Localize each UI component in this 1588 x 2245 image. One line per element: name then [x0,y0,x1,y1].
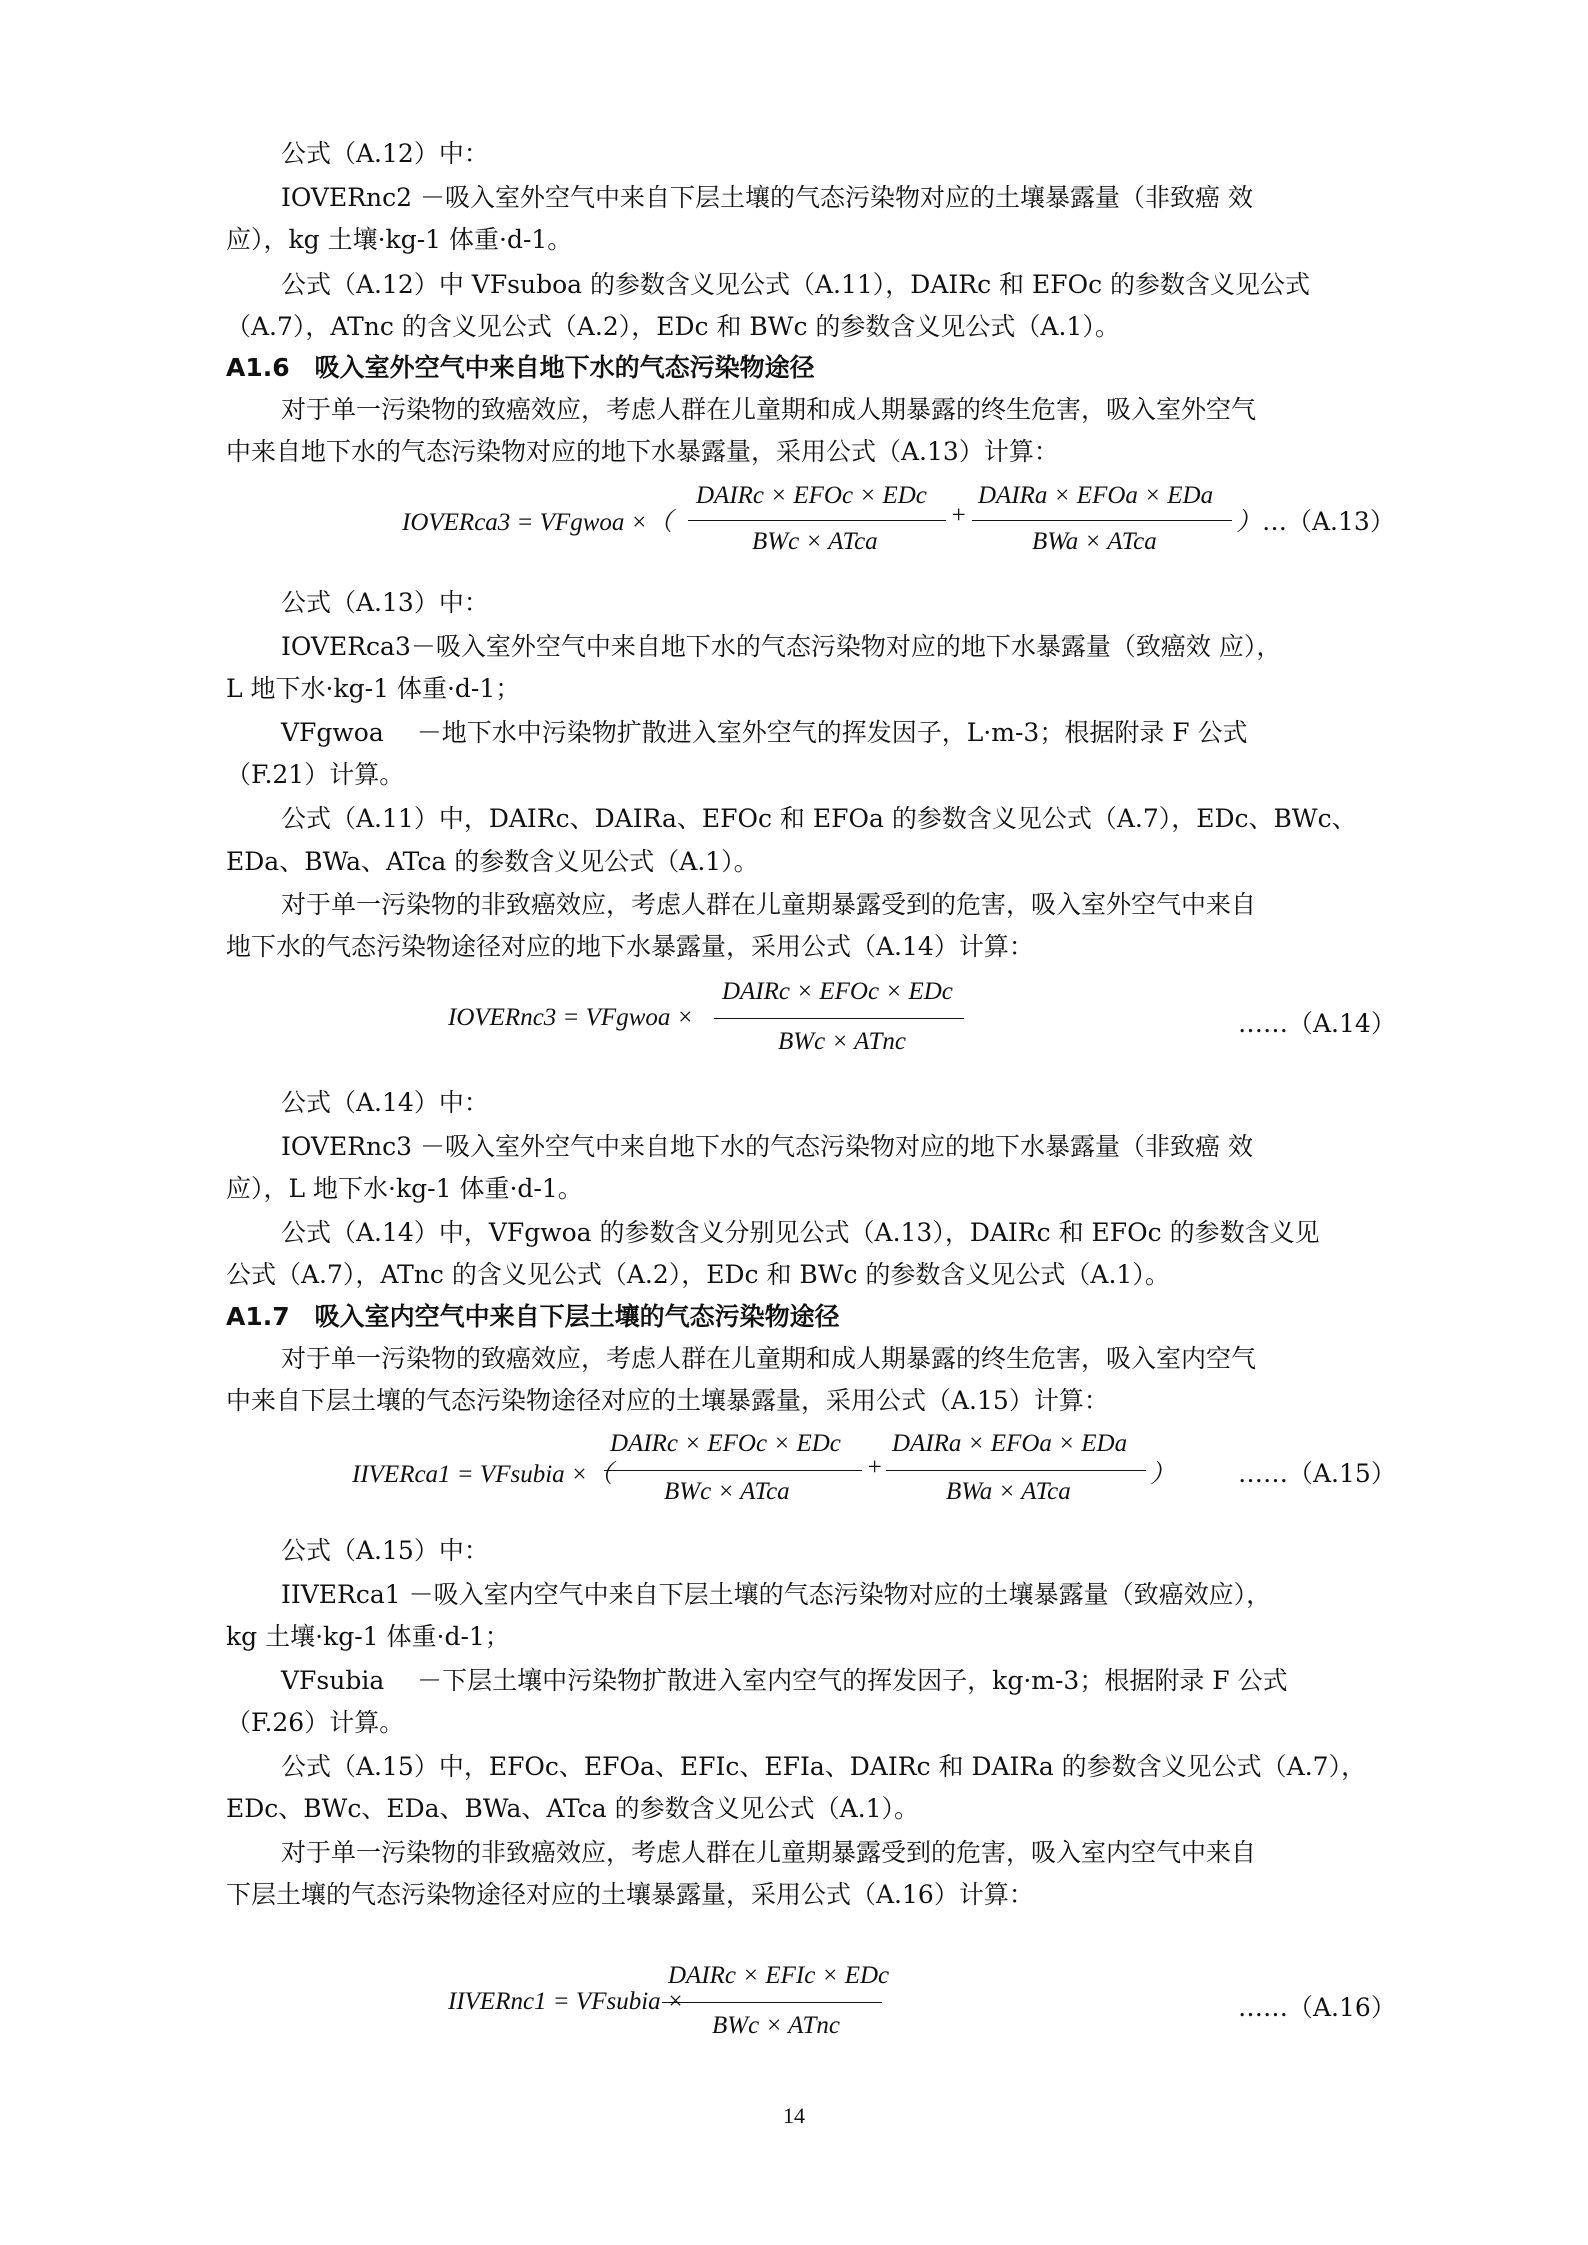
formula-lhs: IIVERnc1 = VFsubia × [448,1988,684,2015]
text-line: 对于单一污染物的非致癌效应，考虑人群在儿童期暴露受到的危害，吸入室内空气中来自 [281,1838,1257,1867]
text-line: 中来自地下水的气态污染物对应的地下水暴露量，采用公式（A.13）计算： [226,437,1059,466]
formula-lhs: IOVERca3 = VFgwoa ×（ [402,509,673,536]
text-line: 公式（A.12）中： [281,139,489,168]
section-heading: A1.6 吸入室外空气中来自地下水的气态污染物途径 [226,353,815,382]
formula-numerator: DAIRc × EFOc × EDc [696,482,927,509]
formula-numerator: DAIRc × EFIc × EDc [668,1962,890,1989]
text-line: EDc、BWc、EDa、BWa、ATca 的参数含义见公式（A.1）。 [226,1794,920,1823]
formula-numerator: DAIRa × EFOa × EDa [978,482,1214,509]
text-line: 公式（A.13）中： [281,588,489,617]
fraction-bar [886,1470,1146,1471]
formula-operator: + [950,502,967,529]
formula-number: ……（A.16） [1238,1993,1396,2022]
fraction-bar [662,2002,882,2003]
text-line: （F.21）计算。 [226,760,405,789]
formula-paren: ） [1150,1461,1176,1488]
section-heading: A1.7 吸入室内空气中来自下层土壤的气态污染物途径 [226,1302,840,1331]
text-line: 对于单一污染物的致癌效应，考虑人群在儿童期和成人期暴露的终生危害，吸入室外空气 [281,395,1257,424]
formula-denominator: BWc × ATca [752,528,878,555]
formula-number: ……（A.15） [1238,1459,1396,1488]
formula-denominator: BWa × ATca [1032,528,1157,555]
text-line: （F.26）计算。 [226,1708,405,1737]
text-line: 公式（A.15）中： [281,1536,489,1565]
formula-a15 [0,1426,1588,1512]
formula-number: ……（A.14） [1238,1009,1396,1038]
formula-a16 [0,1958,1588,2048]
text-line: VFgwoa －地下水中污染物扩散进入室外空气的挥发因子，L·m-3；根据附录 F 公式 [281,718,1248,747]
formula-numerator: DAIRc × EFOc × EDc [722,978,953,1005]
text-line: kg 土壤·kg-1 体重·d-1； [226,1622,510,1651]
formula-paren: ） [1236,509,1262,536]
text-line: IOVERnc2 －吸入室外空气中来自下层土壤的气态污染物对应的土壤暴露量（非致癌 效 [281,183,1253,212]
text-line: 公式（A.14）中，VFgwoa 的参数含义分别见公式（A.13），DAIRc 和 EFOc 的参数含义见 [281,1218,1320,1247]
text-line: 对于单一污染物的致癌效应，考虑人群在儿童期和成人期暴露的终生危害，吸入室内空气 [281,1344,1257,1373]
text-line: 公式（A.15）中，EFOc、EFOa、EFIc、EFIa、DAIRc 和 DAIRa 的参数含义见公式（A.7）， [281,1752,1367,1781]
text-line: 应），kg 土壤·kg-1 体重·d-1。 [226,225,573,254]
text-line: IIVERca1 －吸入室内空气中来自下层土壤的气态污染物对应的土壤暴露量（致癌效应）， [281,1580,1272,1609]
fraction-bar [688,520,946,521]
formula-lhs: IIVERca1 = VFsubia ×（ [352,1461,613,1488]
text-line: VFsubia －下层土壤中污染物扩散进入室内空气的挥发因子，kg·m-3；根据附录 F 公式 [281,1666,1288,1695]
text-line: 公式（A.12）中 VFsuboa 的参数含义见公式（A.11），DAIRc 和 EFOc 的参数含义见公式 [281,270,1311,299]
text-line: 应），L 地下水·kg-1 体重·d-1。 [226,1174,583,1203]
formula-a14 [0,972,1588,1062]
text-line: 公式（A.14）中： [281,1088,489,1117]
formula-a13 [0,478,1588,564]
text-line: 地下水的气态污染物途径对应的地下水暴露量，采用公式（A.14）计算： [226,932,1034,961]
text-line: 对于单一污染物的非致癌效应，考虑人群在儿童期暴露受到的危害，吸入室外空气中来自 [281,890,1257,919]
formula-number: …（A.13） [1262,507,1395,536]
formula-denominator: BWc × ATnc [712,2012,840,2039]
text-line: 下层土壤的气态污染物途径对应的土壤暴露量，采用公式（A.16）计算： [226,1880,1034,1909]
formula-numerator: DAIRc × EFOc × EDc [610,1430,841,1457]
text-line: EDa、BWa、ATca 的参数含义见公式（A.1）。 [226,847,759,876]
fraction-bar [972,520,1232,521]
formula-lhs: IOVERnc3 = VFgwoa × [448,1004,694,1031]
formula-denominator: BWc × ATnc [778,1028,906,1055]
fraction-bar [714,1018,964,1019]
formula-numerator: DAIRa × EFOa × EDa [892,1430,1128,1457]
text-line: IOVERnc3 －吸入室外空气中来自地下水的气态污染物对应的地下水暴露量（非致癌 效 [281,1132,1253,1161]
text-line: 公式（A.11）中，DAIRc、DAIRa、EFOc 和 EFOa 的参数含义见公式（A.7），EDc、BWc、 [281,804,1357,833]
text-line: （A.7），ATnc 的含义见公式（A.2），EDc 和 BWc 的参数含义见公式（A.1）。 [226,312,1120,341]
text-line: IOVERca3－吸入室外空气中来自地下水的气态污染物对应的地下水暴露量（致癌效 应）， [281,632,1282,661]
fraction-bar [604,1470,862,1471]
text-line: 公式（A.7），ATnc 的含义见公式（A.2），EDc 和 BWc 的参数含义见公式（A.1）。 [226,1260,1170,1289]
formula-denominator: BWc × ATca [664,1478,790,1505]
page-number: 14 [783,2103,805,2128]
text-line: 中来自下层土壤的气态污染物途径对应的土壤暴露量，采用公式（A.15）计算： [226,1386,1109,1415]
text-line: L 地下水·kg-1 体重·d-1； [226,674,521,703]
formula-operator: + [866,1454,883,1481]
formula-denominator: BWa × ATca [946,1478,1071,1505]
